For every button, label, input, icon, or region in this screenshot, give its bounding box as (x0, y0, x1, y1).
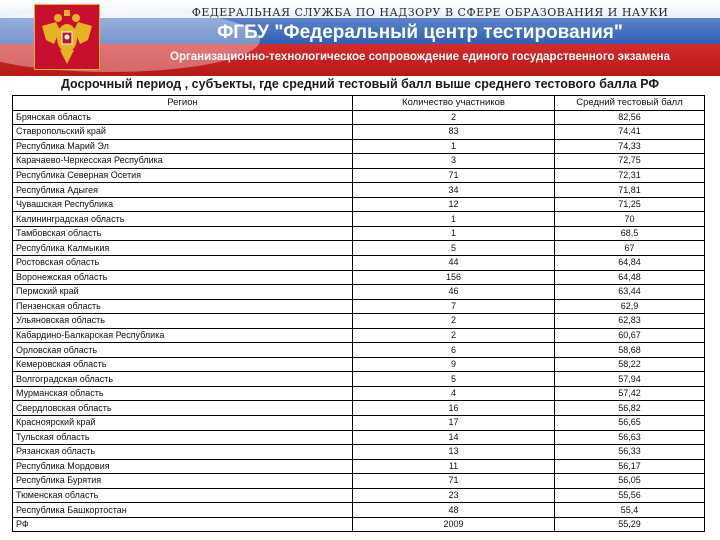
participants-cell: 46 (353, 285, 555, 300)
column-header-participants: Количество участников (353, 96, 555, 111)
region-cell: Рязанская область (13, 445, 353, 460)
average-score-cell: 56,65 (555, 416, 705, 431)
participants-cell: 1 (353, 139, 555, 154)
table-row (13, 488, 705, 503)
region-cell: Республика Калмыкия (13, 241, 353, 256)
region-cell: Кабардино-Балкарская Республика (13, 328, 353, 343)
participants-cell: 3 (353, 154, 555, 169)
participants-cell: 5 (353, 372, 555, 387)
table-row (13, 430, 705, 445)
participants-cell: 71 (353, 168, 555, 183)
participants-cell: 2 (353, 314, 555, 329)
region-cell: Республика Марий Эл (13, 139, 353, 154)
table-body (13, 110, 705, 532)
participants-cell: 7 (353, 299, 555, 314)
table-row (13, 256, 705, 271)
average-score-cell: 71,25 (555, 197, 705, 212)
region-cell: Кемеровская область (13, 357, 353, 372)
average-score-cell: 74,33 (555, 139, 705, 154)
agency-name: ФЕДЕРАЛЬНАЯ СЛУЖБА ПО НАДЗОРУ В СФЕРЕ ОБРАЗОВАНИЯ И НАУКИ (191, 6, 669, 19)
average-score-cell: 57,42 (555, 386, 705, 401)
region-cell: Республика Башкортостан (13, 503, 353, 518)
table-row (13, 241, 705, 256)
region-cell: Пермский край (13, 285, 353, 300)
total-average-score-cell: 55,29 (555, 517, 705, 532)
table-header-row (13, 96, 705, 111)
region-cell: Орловская область (13, 343, 353, 358)
average-score-cell: 72,31 (555, 168, 705, 183)
results-table (12, 95, 705, 532)
table-total-row (13, 517, 705, 532)
table-row (13, 328, 705, 343)
region-cell: Свердловская область (13, 401, 353, 416)
average-score-cell: 55,4 (555, 503, 705, 518)
total-participants-cell: 2009 (353, 517, 555, 532)
column-header-average-score: Средний тестовый балл (555, 96, 705, 111)
participants-cell: 34 (353, 183, 555, 198)
table-row (13, 474, 705, 489)
participants-cell: 14 (353, 430, 555, 445)
table-row (13, 503, 705, 518)
column-header-region: Регион (13, 96, 353, 111)
participants-cell: 2 (353, 110, 555, 125)
region-cell: Ростовская область (13, 256, 353, 271)
region-cell: Республика Северная Осетия (13, 168, 353, 183)
average-score-cell: 67 (555, 241, 705, 256)
participants-cell: 12 (353, 197, 555, 212)
average-score-cell: 82,56 (555, 110, 705, 125)
average-score-cell: 60,67 (555, 328, 705, 343)
participants-cell: 5 (353, 241, 555, 256)
average-score-cell: 58,68 (555, 343, 705, 358)
region-cell: Тульская область (13, 430, 353, 445)
participants-cell: 17 (353, 416, 555, 431)
region-cell: Республика Адыгея (13, 183, 353, 198)
table-row (13, 357, 705, 372)
average-score-cell: 58,22 (555, 357, 705, 372)
average-score-cell: 70 (555, 212, 705, 227)
region-cell: Мурманская область (13, 386, 353, 401)
table-row (13, 110, 705, 125)
average-score-cell: 71,81 (555, 183, 705, 198)
region-cell: Волгоградская область (13, 372, 353, 387)
participants-cell: 83 (353, 125, 555, 140)
table-row (13, 125, 705, 140)
participants-cell: 9 (353, 357, 555, 372)
region-cell: Калининградская область (13, 212, 353, 227)
region-cell: Ставропольский край (13, 125, 353, 140)
participants-cell: 23 (353, 488, 555, 503)
header-banner (0, 0, 720, 76)
participants-cell: 13 (353, 445, 555, 460)
participants-cell: 71 (353, 474, 555, 489)
average-score-cell: 64,84 (555, 256, 705, 271)
coat-of-arms-icon (34, 4, 100, 70)
region-cell: Красноярский край (13, 416, 353, 431)
table-row (13, 139, 705, 154)
average-score-cell: 56,17 (555, 459, 705, 474)
organization-subtitle: Организационно-технологическое сопровождение единого государственного экзамена (170, 51, 670, 63)
organization-name: ФГБУ "Федеральный центр тестирования" (217, 22, 623, 43)
average-score-cell: 74,41 (555, 125, 705, 140)
average-score-cell: 62,9 (555, 299, 705, 314)
region-cell: Республика Мордовия (13, 459, 353, 474)
table-row (13, 299, 705, 314)
participants-cell: 48 (353, 503, 555, 518)
participants-cell: 1 (353, 212, 555, 227)
average-score-cell: 56,33 (555, 445, 705, 460)
table-row (13, 343, 705, 358)
average-score-cell: 68,5 (555, 226, 705, 241)
region-cell: Пензенская область (13, 299, 353, 314)
participants-cell: 4 (353, 386, 555, 401)
participants-cell: 11 (353, 459, 555, 474)
participants-cell: 2 (353, 328, 555, 343)
table-row (13, 168, 705, 183)
average-score-cell: 56,82 (555, 401, 705, 416)
region-cell: Тамбовская область (13, 226, 353, 241)
participants-cell: 1 (353, 226, 555, 241)
region-cell: Тюменская область (13, 488, 353, 503)
table-row (13, 285, 705, 300)
average-score-cell: 56,05 (555, 474, 705, 489)
participants-cell: 6 (353, 343, 555, 358)
table-row (13, 314, 705, 329)
region-cell: Республика Бурятия (13, 474, 353, 489)
table-row (13, 459, 705, 474)
average-score-cell: 55,56 (555, 488, 705, 503)
table-row (13, 416, 705, 431)
participants-cell: 44 (353, 256, 555, 271)
average-score-cell: 63,44 (555, 285, 705, 300)
region-cell: Ульяновская область (13, 314, 353, 329)
table-row (13, 183, 705, 198)
table-row (13, 197, 705, 212)
participants-cell: 16 (353, 401, 555, 416)
region-cell: Воронежская область (13, 270, 353, 285)
table-row (13, 154, 705, 169)
participants-cell: 156 (353, 270, 555, 285)
average-score-cell: 72,75 (555, 154, 705, 169)
average-score-cell: 57,94 (555, 372, 705, 387)
region-cell: Чувашская Республика (13, 197, 353, 212)
average-score-cell: 62,83 (555, 314, 705, 329)
table-row (13, 445, 705, 460)
table-row (13, 386, 705, 401)
page-title: Досрочный период , субъекты, где средний тестовый балл выше среднего тестового балла РФ (60, 77, 660, 91)
table-row (13, 401, 705, 416)
region-cell: Брянская область (13, 110, 353, 125)
average-score-cell: 64,48 (555, 270, 705, 285)
table-row (13, 226, 705, 241)
average-score-cell: 56,63 (555, 430, 705, 445)
total-region-cell: РФ (13, 517, 353, 532)
region-cell: Карачаево-Черкесская Республика (13, 154, 353, 169)
table-row (13, 212, 705, 227)
table-row (13, 270, 705, 285)
table-row (13, 372, 705, 387)
